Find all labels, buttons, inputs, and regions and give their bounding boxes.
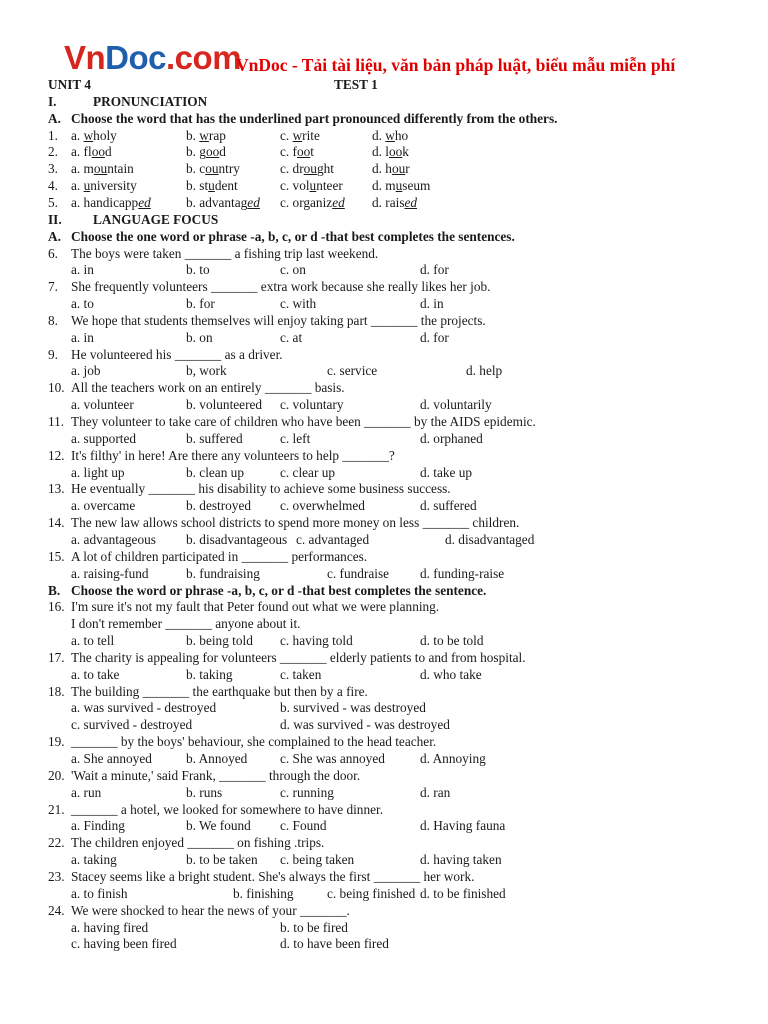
- question-row: [0, 767, 720, 784]
- question-text: The boys were taken _______ a fishing trip last weekend.: [71, 245, 379, 261]
- option-a[interactable]: a. was survived - destroyed: [71, 700, 217, 716]
- underlined-part: oo: [205, 144, 220, 160]
- question-number: 18.: [48, 683, 65, 699]
- question-number: 20.: [48, 767, 65, 783]
- option-text-prefix: b. st: [186, 178, 209, 194]
- question-text: He eventually _______ his disability to achieve some business success.: [71, 481, 451, 497]
- options-row: [0, 716, 720, 733]
- option-d[interactable]: d. voluntarily: [420, 397, 492, 413]
- option-text-suffix: r: [405, 161, 410, 177]
- option-d[interactable]: d. to have been fired: [280, 936, 389, 952]
- test-label: TEST 1: [334, 77, 378, 92]
- options-row: [0, 295, 720, 312]
- underlined-part: oo: [296, 144, 311, 160]
- question-number: 8.: [48, 312, 58, 328]
- section-heading: [0, 93, 720, 110]
- instruction-label: A.: [48, 228, 61, 244]
- option-d[interactable]: [372, 143, 409, 160]
- option-c[interactable]: c. Found: [280, 818, 327, 834]
- option-a[interactable]: [71, 160, 134, 177]
- question-text: He volunteered his _______ as a driver.: [71, 346, 283, 362]
- option-b[interactable]: b. finishing: [233, 885, 294, 901]
- question-row: [0, 194, 720, 211]
- option-c[interactable]: c. being taken: [280, 852, 355, 868]
- option-d[interactable]: d. help: [466, 363, 503, 379]
- option-b[interactable]: b. survived - was destroyed: [280, 700, 426, 716]
- options-row: [0, 464, 720, 481]
- underlined-part: oo: [91, 144, 105, 160]
- question-text: The charity is appealing for volunteers _______ elderly patients to and from hospital.: [71, 649, 526, 665]
- option-d[interactable]: d. for: [420, 329, 449, 345]
- option-a[interactable]: [71, 177, 137, 194]
- question-row: [0, 801, 720, 818]
- option-b[interactable]: b. disadvantageous: [186, 531, 288, 547]
- option-a[interactable]: a. She annoyed: [71, 751, 152, 766]
- options-row: [0, 497, 720, 514]
- question-row: [0, 278, 720, 295]
- option-c[interactable]: [280, 177, 343, 194]
- option-b[interactable]: [186, 177, 238, 194]
- question-row: [0, 514, 720, 531]
- option-c[interactable]: c. taken: [280, 666, 322, 682]
- underlined-part: ou: [93, 161, 108, 177]
- option-d[interactable]: d. ran: [420, 784, 451, 800]
- option-d[interactable]: d. disadvantaged: [445, 531, 535, 547]
- question-number: 16.: [48, 599, 65, 615]
- option-b[interactable]: b. clean up: [186, 464, 244, 480]
- instruction-text: Choose the word or phrase -a, b, c, or d -that best completes the sentence.: [71, 582, 487, 598]
- instruction-row: [0, 110, 720, 127]
- options-row: [0, 885, 720, 902]
- question-row: [0, 902, 720, 919]
- logo-part-doc: Doc: [105, 39, 167, 76]
- options-row: [0, 329, 720, 346]
- option-text-prefix: c. organiz: [280, 194, 333, 210]
- option-text-suffix: t: [310, 144, 314, 160]
- question-number: 3.: [48, 161, 58, 177]
- options-row: [0, 666, 720, 683]
- section-title: LANGUAGE FOCUS: [93, 211, 219, 227]
- question-number: 2.: [48, 144, 58, 160]
- option-a[interactable]: a. to tell: [71, 633, 115, 649]
- question-number: 23.: [48, 868, 65, 884]
- question-row: [0, 143, 720, 160]
- instruction-text: Choose the one word or phrase -a, b, c, or d -that best completes the sentences.: [71, 228, 515, 244]
- options-row: [0, 396, 720, 413]
- underlined-part: ou: [391, 161, 406, 177]
- question-number: 15.: [48, 548, 65, 564]
- question-text: It's filthy' in here! Are there any volunteers to help _______?: [71, 447, 395, 463]
- option-c[interactable]: [280, 127, 320, 144]
- question-row: [0, 733, 720, 750]
- question-text: _______ a hotel, we looked for somewhere to have dinner.: [71, 801, 384, 817]
- option-c[interactable]: [280, 143, 314, 160]
- option-text-prefix: b. g: [186, 144, 206, 160]
- question-text: All the teachers work on an entirely _______ basis.: [71, 380, 345, 396]
- option-b[interactable]: b. volunteered: [186, 397, 263, 413]
- question-text: The new law allows school districts to spend more money on less _______ children.: [71, 515, 520, 531]
- option-a[interactable]: a. having fired: [71, 919, 149, 935]
- question-number: 19.: [48, 734, 65, 750]
- option-text-prefix: b. advantag: [186, 194, 248, 210]
- question-number: 7.: [48, 279, 58, 295]
- logo-part-com: .com: [166, 39, 242, 76]
- question-number: 6.: [48, 245, 58, 261]
- option-a[interactable]: a. in: [71, 262, 94, 278]
- section-number: II.: [48, 211, 62, 227]
- option-b[interactable]: b. to: [186, 262, 210, 278]
- question-row: [0, 312, 720, 329]
- question-number: 11.: [48, 414, 65, 429]
- question-number: 17.: [48, 649, 65, 665]
- question-number: 13.: [48, 481, 65, 497]
- option-text-suffix: nteer: [316, 178, 343, 194]
- option-d[interactable]: d. was survived - was destroyed: [280, 717, 450, 733]
- underlined-part: w: [292, 127, 303, 143]
- question-text: The building _______ the earthquake but then by a fire.: [71, 683, 368, 699]
- option-text-suffix: holy: [93, 127, 117, 143]
- option-c[interactable]: c. left: [280, 430, 311, 446]
- option-text-suffix: rap: [208, 127, 226, 143]
- question-row: [0, 177, 720, 194]
- option-c[interactable]: c. being finished: [327, 885, 416, 901]
- option-text-prefix: d.: [372, 127, 386, 143]
- question-text: They volunteer to take care of children who have been _______ by the AIDS epidemic.: [71, 414, 536, 429]
- option-a[interactable]: a. taking: [71, 852, 117, 868]
- question-row: [0, 649, 720, 666]
- underlined-part: ed: [404, 194, 418, 210]
- option-c[interactable]: c. having been fired: [71, 936, 177, 952]
- option-d[interactable]: d. having taken: [420, 852, 502, 868]
- question-text: We were shocked to hear the news of your _______.: [71, 902, 350, 918]
- question-row: [0, 480, 720, 497]
- option-a[interactable]: a. overcame: [71, 498, 136, 514]
- option-b[interactable]: b. for: [186, 296, 215, 312]
- underlined-part: u: [83, 178, 91, 194]
- option-text-suffix: ght: [316, 161, 334, 177]
- option-b[interactable]: b. destroyed: [186, 498, 251, 514]
- option-a[interactable]: [71, 127, 117, 144]
- option-a[interactable]: a. run: [71, 784, 102, 800]
- option-d[interactable]: [372, 177, 430, 194]
- option-c[interactable]: c. survived - destroyed: [71, 717, 193, 733]
- option-a[interactable]: a. volunteer: [71, 397, 134, 413]
- question-text: The children enjoyed _______ on fishing .trips.: [71, 835, 325, 851]
- option-b[interactable]: b. We found: [186, 818, 251, 834]
- option-b[interactable]: [186, 127, 226, 144]
- option-text-prefix: c. vol: [280, 178, 310, 194]
- option-text-suffix: ntain: [107, 161, 134, 177]
- underlined-part: w: [199, 127, 209, 143]
- page-header: [64, 38, 744, 78]
- option-b[interactable]: b. fundraising: [186, 565, 260, 581]
- option-text-suffix: niversity: [90, 178, 137, 194]
- option-c[interactable]: c. at: [280, 329, 303, 345]
- option-d[interactable]: d. to be finished: [420, 885, 506, 901]
- underlined-part: ed: [138, 194, 151, 210]
- option-text-suffix: d: [219, 144, 226, 160]
- option-a[interactable]: a. advantageous: [71, 531, 156, 547]
- options-row: [0, 430, 720, 447]
- question-text: _______ by the boys' behaviour, she complained to the head teacher.: [71, 734, 437, 750]
- question-row: [0, 683, 720, 700]
- option-d[interactable]: d. to be told: [420, 633, 484, 649]
- option-d[interactable]: [372, 194, 417, 211]
- option-b[interactable]: b. on: [186, 329, 213, 345]
- header-tagline: VnDoc - Tải tài liệu, văn bản pháp luật, biểu mẫu miễn phí: [236, 55, 676, 75]
- option-text-suffix: d: [104, 144, 112, 160]
- option-c[interactable]: c. on: [280, 262, 306, 278]
- question-text: A lot of children participated in _______ performances.: [71, 548, 368, 564]
- option-a[interactable]: a. in: [71, 329, 94, 345]
- question-number: 5.: [48, 194, 58, 210]
- option-b[interactable]: b. to be taken: [186, 852, 258, 868]
- option-text-prefix: a.: [71, 178, 84, 194]
- question-row: [0, 413, 720, 430]
- option-d[interactable]: d. funding-raise: [420, 565, 505, 581]
- option-text-prefix: a. m: [71, 161, 94, 177]
- option-text-prefix: d. h: [372, 161, 392, 177]
- option-text-suffix: rite: [302, 127, 320, 143]
- question-text: She frequently volunteers _______ extra work because she really likes her job.: [71, 279, 491, 295]
- question-number: 4.: [48, 178, 58, 194]
- option-text-prefix: c. f: [280, 144, 297, 160]
- option-text-suffix: k: [402, 144, 409, 160]
- underlined-part: u: [309, 178, 317, 194]
- question-row: [0, 346, 720, 363]
- option-a[interactable]: a. to: [71, 296, 94, 312]
- option-a[interactable]: a. job: [71, 363, 101, 379]
- option-b[interactable]: [186, 143, 226, 160]
- option-text-suffix: dent: [214, 178, 238, 194]
- options-row: [0, 935, 720, 952]
- options-row: [0, 750, 720, 767]
- option-d[interactable]: d. in: [420, 296, 444, 312]
- option-b[interactable]: b. Annoyed: [186, 751, 248, 766]
- question-number: 21.: [48, 801, 65, 817]
- option-d[interactable]: d. who take: [420, 666, 482, 682]
- option-d[interactable]: d. Annoying: [420, 751, 486, 766]
- option-a[interactable]: a. to take: [71, 666, 120, 682]
- question-number: 22.: [48, 835, 65, 851]
- question-text: Stacey seems like a bright student. She's always the first _______ her work.: [71, 868, 475, 884]
- option-text-prefix: d. m: [372, 178, 396, 194]
- option-text-prefix: b.: [186, 127, 200, 143]
- option-a[interactable]: a. to finish: [71, 885, 128, 901]
- option-d[interactable]: d. take up: [420, 464, 473, 480]
- question-text: I'm sure it's not my fault that Peter found out what we were planning.: [71, 599, 440, 615]
- option-text-prefix: c.: [280, 127, 293, 143]
- underlined-part: ed: [247, 194, 260, 210]
- option-c[interactable]: c. She was annoyed: [280, 751, 385, 766]
- question-number: 1.: [48, 127, 58, 143]
- options-row: [0, 632, 720, 649]
- question-text: We hope that students themselves will enjoy taking part _______ the projects.: [71, 312, 486, 328]
- option-d[interactable]: [372, 127, 408, 144]
- instruction-row: [0, 228, 720, 245]
- question-number: 9.: [48, 346, 58, 362]
- option-c[interactable]: c. clear up: [280, 464, 335, 480]
- option-d[interactable]: d. suffered: [420, 498, 477, 514]
- options-row: [0, 784, 720, 801]
- option-c[interactable]: c. having told: [280, 633, 353, 649]
- underlined-part: ed: [332, 194, 345, 210]
- instruction-label: B.: [48, 582, 61, 598]
- option-a[interactable]: a. Finding: [71, 818, 125, 834]
- options-row: [0, 817, 720, 834]
- option-text-prefix: c. dr: [280, 161, 304, 177]
- option-text-suffix: ho: [394, 127, 409, 143]
- option-a[interactable]: a. raising-fund: [71, 565, 149, 581]
- option-text-prefix: a. fl: [71, 144, 92, 160]
- question-row: [0, 868, 720, 885]
- question-row: [0, 127, 720, 144]
- question-row: [0, 447, 720, 464]
- question-row: [0, 548, 720, 565]
- option-c[interactable]: c. running: [280, 784, 334, 800]
- unit-label: UNIT 4: [48, 77, 91, 92]
- vndoc-logo[interactable]: [64, 38, 241, 78]
- underlined-part: w: [385, 127, 395, 143]
- option-c[interactable]: [280, 194, 345, 211]
- option-b[interactable]: b. to be fired: [280, 919, 348, 935]
- option-text-prefix: d. l: [372, 144, 389, 160]
- underlined-part: oo: [389, 144, 403, 160]
- underlined-part: ou: [205, 161, 219, 177]
- question-number: 10.: [48, 380, 65, 396]
- option-c[interactable]: [280, 160, 334, 177]
- question-row-continued: [0, 615, 720, 632]
- options-row: [0, 362, 720, 379]
- question-row: [0, 834, 720, 851]
- option-b[interactable]: [186, 194, 260, 211]
- instruction-row: [0, 582, 720, 599]
- option-c[interactable]: c. advantaged: [296, 531, 370, 547]
- logo-part-vn: Vn: [64, 39, 106, 76]
- question-number: 12.: [48, 447, 65, 463]
- option-text-prefix: a.: [71, 127, 84, 143]
- section-number: I.: [48, 93, 57, 109]
- option-b[interactable]: b. suffered: [186, 430, 243, 446]
- option-text-prefix: a. handicapp: [71, 194, 139, 210]
- option-d[interactable]: d. Having fauna: [420, 818, 506, 834]
- option-c[interactable]: c. with: [280, 296, 317, 312]
- option-c[interactable]: c. overwhelmed: [280, 498, 365, 514]
- options-row: [0, 531, 720, 548]
- instruction-text: Choose the word that has the underlined part pronounced differently from the others.: [71, 110, 558, 126]
- option-b[interactable]: b. taking: [186, 666, 233, 682]
- question-row: [0, 245, 720, 262]
- question-number: 14.: [48, 515, 65, 531]
- unit-test-row: [0, 76, 720, 93]
- option-b[interactable]: b. runs: [186, 784, 223, 800]
- option-a[interactable]: [71, 143, 112, 160]
- option-b[interactable]: b. being told: [186, 633, 253, 649]
- underlined-part: w: [83, 127, 94, 143]
- option-text-suffix: seum: [402, 178, 431, 194]
- options-row: [0, 699, 720, 716]
- option-c[interactable]: c. fundraise: [327, 565, 390, 581]
- option-d[interactable]: d. for: [420, 262, 449, 278]
- question-row: [0, 160, 720, 177]
- option-text-suffix: ntry: [218, 161, 240, 177]
- options-row: [0, 261, 720, 278]
- options-row: [0, 919, 720, 936]
- question-row: [0, 379, 720, 396]
- section-heading: [0, 211, 720, 228]
- option-text-prefix: d. rais: [372, 194, 405, 210]
- option-text-prefix: b. c: [186, 161, 206, 177]
- instruction-label: A.: [48, 110, 61, 126]
- option-c[interactable]: c. service: [327, 363, 378, 379]
- option-c[interactable]: c. voluntary: [280, 397, 344, 413]
- option-b[interactable]: [186, 160, 240, 177]
- section-title: PRONUNCIATION: [93, 93, 208, 109]
- question-text: 'Wait a minute,' said Frank, _______ through the door.: [71, 767, 361, 783]
- question-row: [0, 598, 720, 615]
- underlined-part: ou: [303, 161, 317, 177]
- option-d[interactable]: d. orphaned: [420, 430, 483, 446]
- question-text-continued: I don't remember _______ anyone about it.: [71, 616, 301, 632]
- option-d[interactable]: [372, 160, 410, 177]
- underlined-part: u: [208, 178, 215, 194]
- option-b[interactable]: b, work: [186, 363, 227, 379]
- option-a[interactable]: a. light up: [71, 464, 125, 480]
- question-number: 24.: [48, 902, 65, 918]
- option-a[interactable]: [71, 194, 151, 211]
- options-row: [0, 851, 720, 868]
- underlined-part: u: [395, 178, 403, 194]
- options-row: [0, 565, 720, 582]
- option-a[interactable]: a. supported: [71, 430, 136, 446]
